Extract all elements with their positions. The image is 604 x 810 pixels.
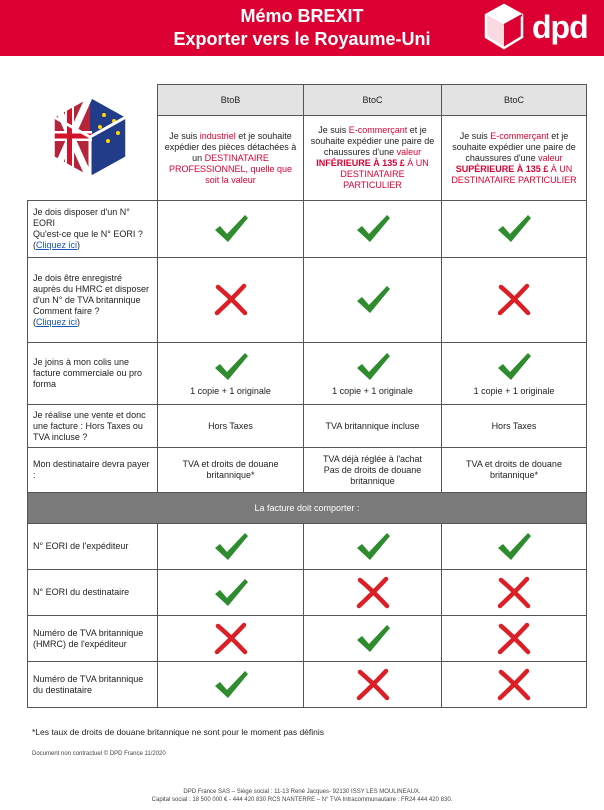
answer-cell bbox=[304, 201, 442, 258]
desc-run: Je suis bbox=[169, 130, 200, 141]
invoice-field-cell bbox=[304, 662, 442, 708]
cross-icon bbox=[212, 622, 250, 656]
invoice-field-cell bbox=[442, 524, 587, 570]
answer-text: TVA et droits de douane britannique* bbox=[182, 459, 279, 480]
cross-icon bbox=[495, 668, 533, 702]
copy-note: 1 copie + 1 originale bbox=[332, 386, 413, 396]
check-icon bbox=[212, 212, 250, 246]
invoice-field-cell bbox=[442, 570, 587, 616]
check-icon bbox=[354, 212, 392, 246]
cross-icon bbox=[495, 283, 533, 317]
disclaimer: Document non contractuel © DPD France 11/2020 bbox=[32, 751, 166, 757]
answer-cell bbox=[442, 258, 587, 343]
check-icon bbox=[354, 283, 392, 317]
desc-run: industriel bbox=[199, 130, 236, 141]
desc-run: À UN DESTINATAIRE PARTICULIER bbox=[451, 163, 577, 185]
section-header: La facture doit comporter : bbox=[28, 493, 587, 524]
title-line-1: Mémo BREXIT bbox=[240, 6, 364, 26]
desc-run: et je souhaite expédier une paire de chaussures d'une bbox=[452, 130, 576, 163]
title-line-2: Exporter vers le Royaume-Uni bbox=[173, 29, 431, 49]
invoice-field-cell bbox=[158, 570, 304, 616]
answer-text: TVA britannique incluse bbox=[325, 420, 420, 431]
col-header-btob: BtoB bbox=[158, 85, 304, 116]
question-text: Je dois être enregistré auprès du HMRC et disposer d'un N° de TVA britannique bbox=[33, 272, 150, 305]
desc-run: DESTINATAIRE PROFESSIONNEL, bbox=[168, 152, 269, 174]
answer-cell bbox=[158, 343, 304, 405]
desc-run: valeur bbox=[396, 147, 422, 157]
invoice-field-cell bbox=[158, 662, 304, 708]
check-icon bbox=[495, 350, 533, 384]
desc-run: INFÉRIEURE À 135 £ bbox=[316, 158, 405, 168]
answer-text: TVA déjà réglée à l'achat Pas de droits de douane britannique bbox=[322, 453, 423, 486]
invoice-field-cell bbox=[304, 570, 442, 616]
question-invoice: Je joins à mon colis une facture commerciale ou pro forma bbox=[28, 343, 158, 405]
question-eori: Je dois disposer d'un N° EORI Qu'est-ce que le N° EORI ? (Cliquez ici) bbox=[28, 201, 158, 258]
question-hmrc: Je dois être enregistré auprès du HMRC et disposer d'un N° de TVA britannique Comment faire ? (Cliquez ici) bbox=[28, 258, 158, 343]
question-subtext: Qu'est-ce que le N° EORI ? bbox=[33, 229, 143, 239]
desc-run: et je souhaite expédier des pièces détachées à un bbox=[164, 130, 297, 163]
answer-cell bbox=[304, 405, 442, 448]
answer-cell bbox=[158, 201, 304, 258]
question-vat-type: Je réalise une vente et donc une facture : Hors Taxes ou TVA incluse ? bbox=[28, 405, 158, 448]
invoice-field-cell bbox=[304, 524, 442, 570]
check-icon bbox=[354, 350, 392, 384]
answer-cell bbox=[442, 448, 587, 493]
header-banner bbox=[0, 0, 604, 56]
col-header-btoc-high: BtoC bbox=[442, 85, 587, 116]
invoice-field-label: Numéro de TVA britannique du destinataire bbox=[28, 662, 158, 708]
copy-note: 1 copie + 1 originale bbox=[473, 386, 555, 396]
hmrc-help-link[interactable]: Cliquez ici bbox=[36, 316, 78, 327]
answer-cell bbox=[304, 343, 442, 405]
legal-line-2: Capital social : 18 500 000 € - 444 420 830 RCS NANTERRE – N° TVA Intracommunautaire : FR24 444 420 830. bbox=[151, 797, 453, 803]
invoice-field-cell bbox=[158, 616, 304, 662]
check-icon bbox=[354, 622, 392, 656]
answer-cell bbox=[442, 201, 587, 258]
question-text: Je dois disposer d'un N° EORI bbox=[33, 207, 130, 228]
invoice-field-cell bbox=[442, 616, 587, 662]
check-icon bbox=[212, 576, 250, 610]
answer-text: Hors Taxes bbox=[491, 420, 537, 431]
desc-run: E-commerçant bbox=[490, 130, 549, 141]
desc-run: valeur bbox=[538, 152, 563, 163]
answer-cell bbox=[304, 448, 442, 493]
desc-run: E-commerçant bbox=[348, 125, 408, 135]
answer-cell bbox=[158, 258, 304, 343]
invoice-field-label: N° EORI du destinataire bbox=[28, 570, 158, 616]
answer-cell bbox=[442, 343, 587, 405]
check-icon bbox=[212, 350, 250, 384]
invoice-field-cell bbox=[304, 616, 442, 662]
answer-cell bbox=[304, 258, 442, 343]
dpd-logo-text: dpd bbox=[532, 9, 588, 45]
answer-cell bbox=[158, 448, 304, 493]
answer-text: TVA et droits de douane britannique* bbox=[466, 459, 562, 480]
question-subtext: Comment faire ? bbox=[33, 305, 100, 316]
invoice-field-cell bbox=[158, 524, 304, 570]
cross-icon bbox=[212, 283, 250, 317]
check-icon bbox=[354, 530, 392, 564]
answer-cell bbox=[158, 405, 304, 448]
check-icon bbox=[212, 530, 250, 564]
dpd-cube-icon bbox=[484, 3, 524, 51]
col-header-btoc-low: BtoC bbox=[304, 85, 442, 116]
corner-blank bbox=[28, 85, 158, 201]
desc-run: Je suis bbox=[318, 125, 349, 135]
invoice-field-cell bbox=[442, 662, 587, 708]
legal-info bbox=[0, 788, 604, 804]
check-icon bbox=[495, 212, 533, 246]
answer-cell bbox=[442, 405, 587, 448]
check-icon bbox=[495, 530, 533, 564]
cross-icon bbox=[495, 622, 533, 656]
invoice-field-label: Numéro de TVA britannique (HMRC) de l'expéditeur bbox=[28, 616, 158, 662]
invoice-field-label: N° EORI de l'expéditeur bbox=[28, 524, 158, 570]
brexit-memo-table bbox=[27, 84, 587, 708]
desc-run: À UN DESTINATAIRE PARTICULIER bbox=[340, 158, 429, 190]
desc-run: quelle que soit la valeur bbox=[205, 163, 293, 185]
cross-icon bbox=[495, 576, 533, 610]
col-desc-btob bbox=[158, 116, 304, 201]
answer-text: Hors Taxes bbox=[208, 420, 253, 431]
desc-run: Je suis bbox=[459, 130, 491, 141]
cross-icon bbox=[354, 668, 392, 702]
col-desc-btoc-high bbox=[442, 116, 587, 201]
eori-help-link[interactable]: Cliquez ici bbox=[36, 240, 78, 250]
desc-run: SUPÉRIEURE À 135 £ bbox=[455, 163, 549, 174]
cross-icon bbox=[354, 576, 392, 610]
dpd-logo bbox=[484, 3, 594, 53]
check-icon bbox=[212, 668, 250, 702]
footnote: *Les taux de droits de douane britannique ne sont pour le moment pas définis bbox=[32, 727, 325, 737]
desc-run: et je souhaite expédier une paire de chaussures d'une bbox=[310, 125, 435, 157]
legal-line-1: DPD France SAS – Siège social : 11-13 René Jacques- 92130 ISSY LES MOULINEAUX. bbox=[183, 789, 421, 795]
col-desc-btoc-low bbox=[304, 116, 442, 201]
question-recipient-pays: Mon destinataire devra payer : bbox=[28, 448, 158, 493]
copy-note: 1 copie + 1 originale bbox=[190, 386, 271, 396]
